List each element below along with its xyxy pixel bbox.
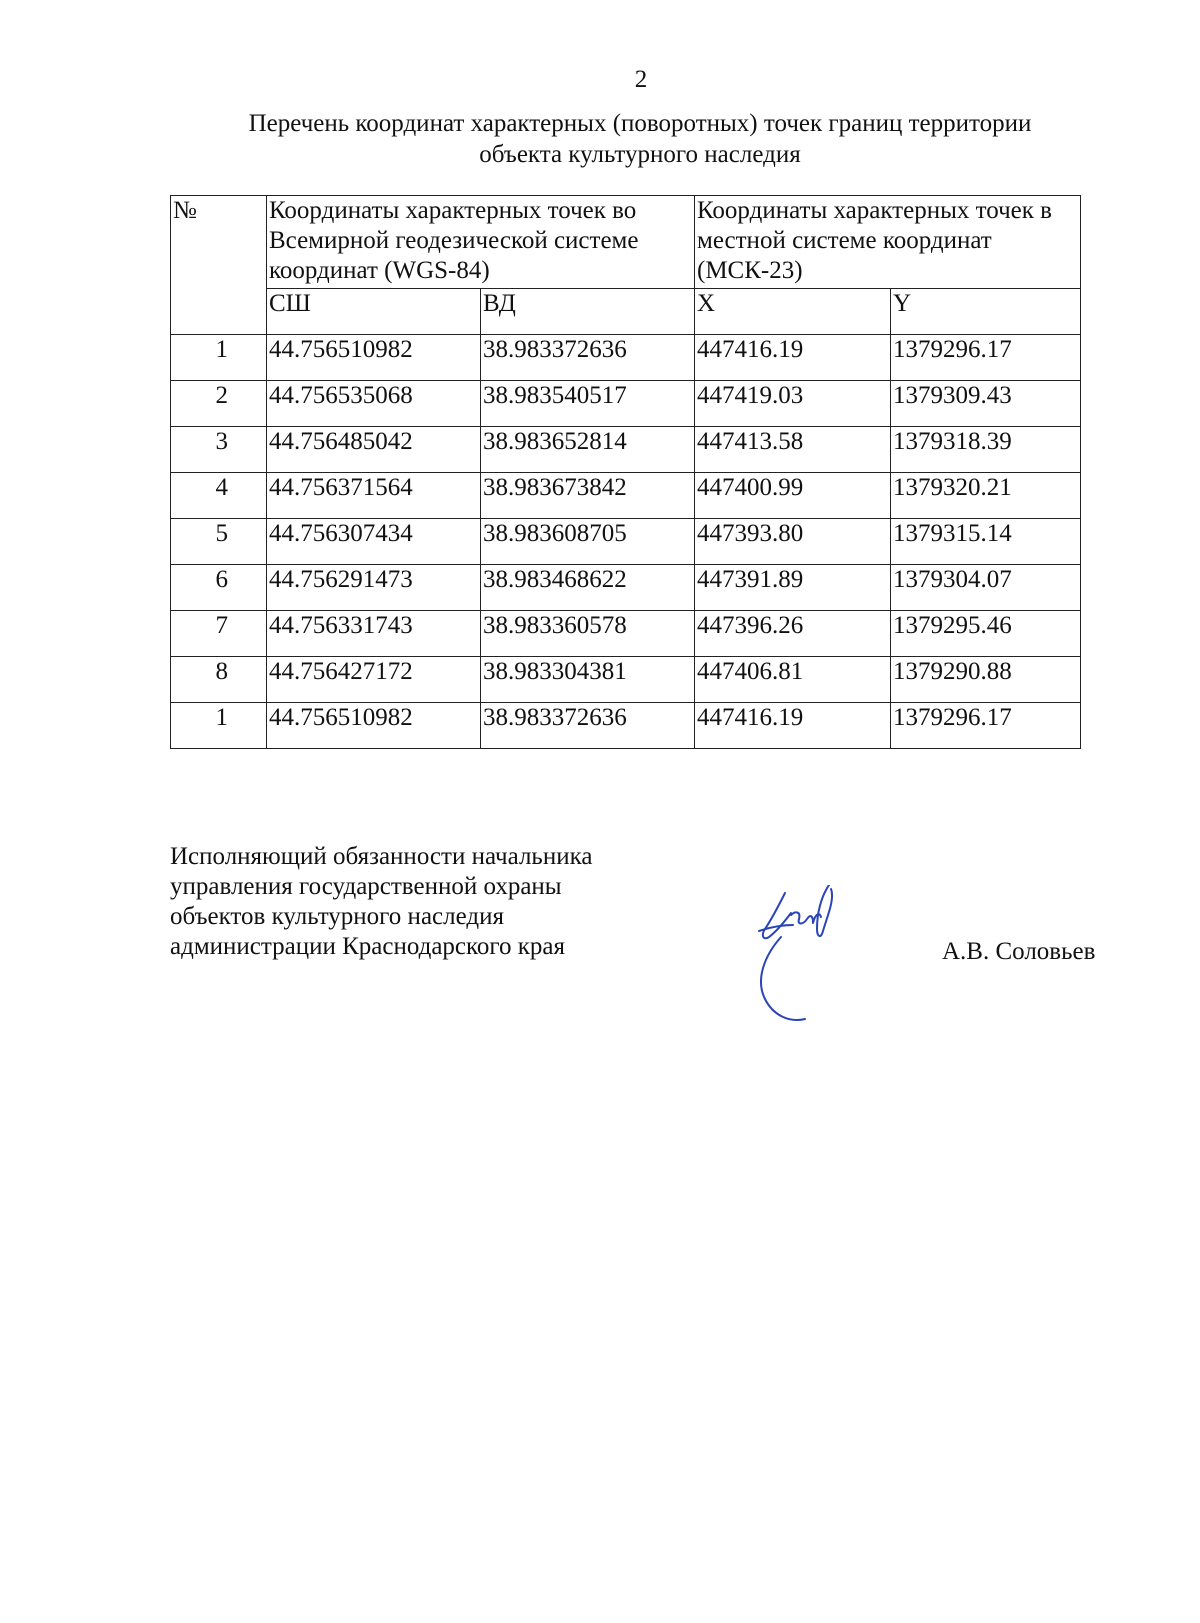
document-title-line-1: Перечень координат характерных (поворотных) точек границ территории xyxy=(248,110,1032,137)
x-coordinate-cell: 447419.03 xyxy=(695,381,891,427)
signature-icon xyxy=(755,885,850,1025)
row-number-cell: 4 xyxy=(171,473,267,519)
longitude-cell: 38.983652814 xyxy=(481,427,695,473)
row-number-cell: 7 xyxy=(171,611,267,657)
row-number-cell: 6 xyxy=(171,565,267,611)
row-number-cell: 2 xyxy=(171,381,267,427)
longitude-cell: 38.983360578 xyxy=(481,611,695,657)
longitude-cell: 38.983372636 xyxy=(481,703,695,749)
latitude-cell: 44.756307434 xyxy=(267,519,481,565)
table-row xyxy=(171,335,1081,381)
header-wgs84: Координаты характерных точек во Всемирной геодезической системе координат (WGS-84) xyxy=(267,196,695,289)
table-row xyxy=(171,657,1081,703)
header-msk23: Координаты характерных точек в местной системе координат (МСК-23) xyxy=(695,196,1081,289)
longitude-cell: 38.983468622 xyxy=(481,565,695,611)
latitude-cell: 44.756485042 xyxy=(267,427,481,473)
table-row xyxy=(171,519,1081,565)
header-x: X xyxy=(695,289,891,335)
table-row xyxy=(171,611,1081,657)
latitude-cell: 44.756427172 xyxy=(267,657,481,703)
longitude-cell: 38.983304381 xyxy=(481,657,695,703)
longitude-cell: 38.983372636 xyxy=(481,335,695,381)
y-coordinate-cell: 1379309.43 xyxy=(891,381,1081,427)
y-coordinate-cell: 1379296.17 xyxy=(891,703,1081,749)
y-coordinate-cell: 1379320.21 xyxy=(891,473,1081,519)
x-coordinate-cell: 447416.19 xyxy=(695,703,891,749)
header-y: Y xyxy=(891,289,1081,335)
longitude-cell: 38.983540517 xyxy=(481,381,695,427)
x-coordinate-cell: 447400.99 xyxy=(695,473,891,519)
row-number-cell: 5 xyxy=(171,519,267,565)
x-coordinate-cell: 447393.80 xyxy=(695,519,891,565)
signatory-line-3: объектов культурного наследия xyxy=(170,903,504,930)
row-number-cell: 8 xyxy=(171,657,267,703)
x-coordinate-cell: 447406.81 xyxy=(695,657,891,703)
signatory-line-2: управления государственной охраны xyxy=(170,873,562,900)
signatory-position xyxy=(170,842,592,962)
latitude-cell: 44.756331743 xyxy=(267,611,481,657)
page-number: 2 xyxy=(634,66,648,93)
latitude-cell: 44.756510982 xyxy=(267,335,481,381)
x-coordinate-cell: 447396.26 xyxy=(695,611,891,657)
row-number-cell: 3 xyxy=(171,427,267,473)
x-coordinate-cell: 447391.89 xyxy=(695,565,891,611)
table-header-row xyxy=(171,196,1081,289)
y-coordinate-cell: 1379318.39 xyxy=(891,427,1081,473)
y-coordinate-cell: 1379304.07 xyxy=(891,565,1081,611)
table-row xyxy=(171,427,1081,473)
table-row xyxy=(171,703,1081,749)
document-title xyxy=(150,108,1130,170)
header-number: № xyxy=(171,196,267,335)
x-coordinate-cell: 447413.58 xyxy=(695,427,891,473)
table-body xyxy=(171,335,1081,749)
y-coordinate-cell: 1379290.88 xyxy=(891,657,1081,703)
longitude-cell: 38.983608705 xyxy=(481,519,695,565)
signatory-line-1: Исполняющий обязанности начальника xyxy=(170,843,593,870)
header-longitude: ВД xyxy=(481,289,695,335)
signer-name: А.В. Соловьев xyxy=(942,938,1096,965)
coordinates-table xyxy=(170,195,1081,749)
latitude-cell: 44.756510982 xyxy=(267,703,481,749)
y-coordinate-cell: 1379315.14 xyxy=(891,519,1081,565)
table-row xyxy=(171,565,1081,611)
table-subheader-row xyxy=(171,289,1081,335)
table-row xyxy=(171,473,1081,519)
latitude-cell: 44.756535068 xyxy=(267,381,481,427)
signatory-line-4: администрации Краснодарского края xyxy=(170,933,566,960)
table-row xyxy=(171,381,1081,427)
row-number-cell: 1 xyxy=(171,703,267,749)
longitude-cell: 38.983673842 xyxy=(481,473,695,519)
y-coordinate-cell: 1379296.17 xyxy=(891,335,1081,381)
latitude-cell: 44.756291473 xyxy=(267,565,481,611)
latitude-cell: 44.756371564 xyxy=(267,473,481,519)
y-coordinate-cell: 1379295.46 xyxy=(891,611,1081,657)
header-latitude: СШ xyxy=(267,289,481,335)
row-number-cell: 1 xyxy=(171,335,267,381)
x-coordinate-cell: 447416.19 xyxy=(695,335,891,381)
document-title-line-2: объекта культурного наследия xyxy=(479,141,801,168)
